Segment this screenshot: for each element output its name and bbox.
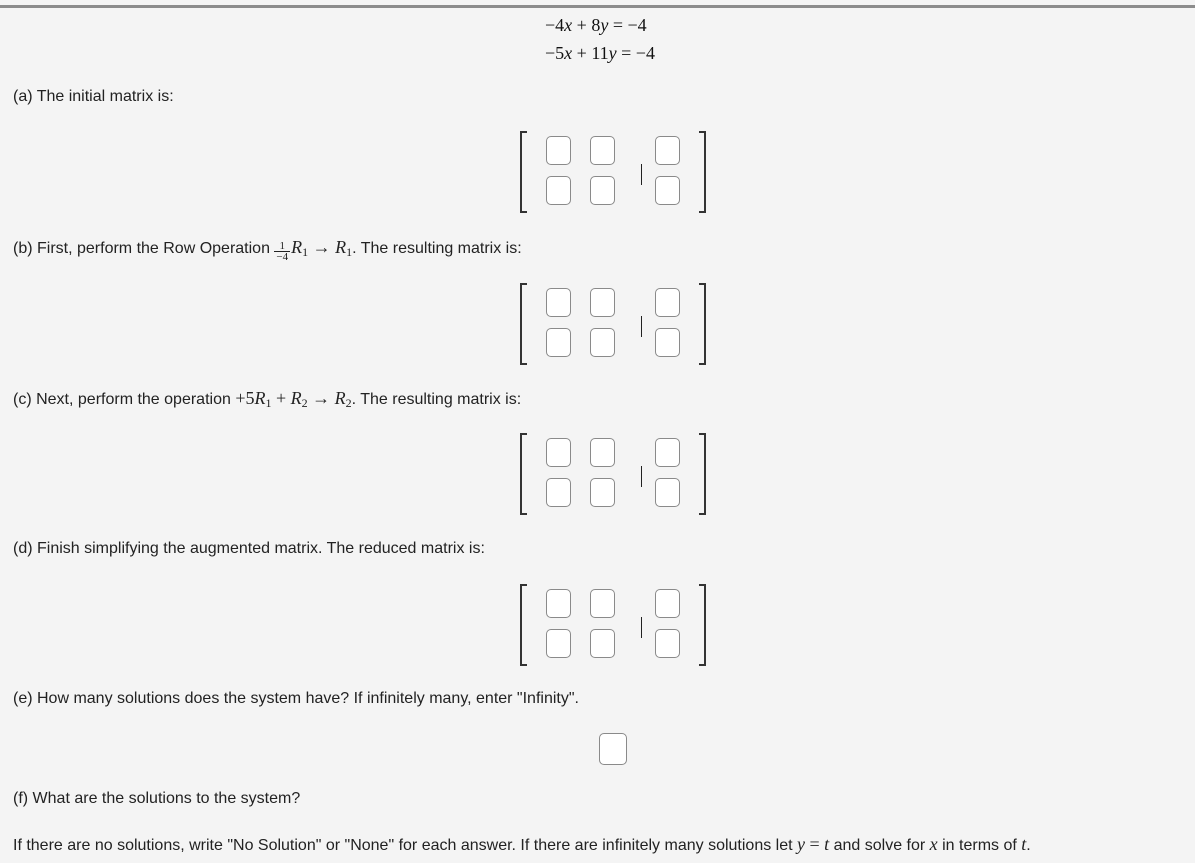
equation-1: −4x + 8y = −4 (545, 15, 647, 35)
augment-divider (641, 316, 642, 337)
matrix-c-r2c1-input[interactable] (546, 478, 571, 507)
matrix-d-r1c2-input[interactable] (590, 589, 615, 618)
matrix-c-r2c3-input[interactable] (655, 478, 680, 507)
equation-2: −5x + 11y = −4 (545, 43, 655, 63)
matrix-d-r2c1-input[interactable] (546, 629, 571, 658)
right-bracket (699, 584, 706, 666)
matrix-a (520, 131, 706, 209)
matrix-a-r2c2-input[interactable] (590, 176, 615, 205)
matrix-b-r2c2-input[interactable] (590, 328, 615, 357)
matrix-c-r2c2-input[interactable] (590, 478, 615, 507)
matrix-c-r1c1-input[interactable] (546, 438, 571, 467)
matrix-a-r2c1-input[interactable] (546, 176, 571, 205)
top-divider (0, 5, 1195, 8)
question-e: (e) How many solutions does the system have? If infinitely many, enter "Infinity". (13, 690, 579, 707)
matrix-a-r2c3-input[interactable] (655, 176, 680, 205)
matrix-a-r1c3-input[interactable] (655, 136, 680, 165)
matrix-c-r1c3-input[interactable] (655, 438, 680, 467)
solution-count-input[interactable] (599, 733, 627, 765)
matrix-b-r2c1-input[interactable] (546, 328, 571, 357)
matrix-d-r2c3-input[interactable] (655, 629, 680, 658)
left-bracket (520, 131, 527, 213)
left-bracket (520, 283, 527, 365)
matrix-b (520, 283, 706, 361)
matrix-a-r1c2-input[interactable] (590, 136, 615, 165)
right-bracket (699, 433, 706, 515)
instructions: If there are no solutions, write "No Solution" or "None" for each answer. If there are infinitely many solutions let y = t and solve for x in terms of t. (13, 834, 1031, 854)
question-b: (b) First, perform the Row Operation $\frac{1}{-4}$ $R_1 \to R_1$. The resulting matrix is: (13, 237, 522, 263)
left-bracket (520, 584, 527, 666)
augment-divider (641, 164, 642, 185)
right-bracket (699, 131, 706, 213)
question-a: (a) The initial matrix is: (13, 88, 174, 105)
matrix-b-r1c1-input[interactable] (546, 288, 571, 317)
matrix-d-r1c3-input[interactable] (655, 589, 680, 618)
left-bracket (520, 433, 527, 515)
right-bracket (699, 283, 706, 365)
augment-divider (641, 617, 642, 638)
question-f: (f) What are the solutions to the system? (13, 790, 301, 807)
matrix-b-r1c2-input[interactable] (590, 288, 615, 317)
matrix-d-r1c1-input[interactable] (546, 589, 571, 618)
matrix-d-r2c2-input[interactable] (590, 629, 615, 658)
matrix-d (520, 584, 706, 662)
question-d: (d) Finish simplifying the augmented matrix. The reduced matrix is: (13, 540, 485, 557)
question-c: (c) Next, perform the operation $+5R_1 + R_2 \to R_2$. The resulting matrix is: (13, 388, 522, 410)
augment-divider (641, 466, 642, 487)
matrix-a-r1c1-input[interactable] (546, 136, 571, 165)
matrix-c-r1c2-input[interactable] (590, 438, 615, 467)
matrix-b-r1c3-input[interactable] (655, 288, 680, 317)
matrix-b-r2c3-input[interactable] (655, 328, 680, 357)
matrix-c (520, 433, 706, 511)
fraction: $\frac{1}{-4}$ (276, 240, 289, 263)
